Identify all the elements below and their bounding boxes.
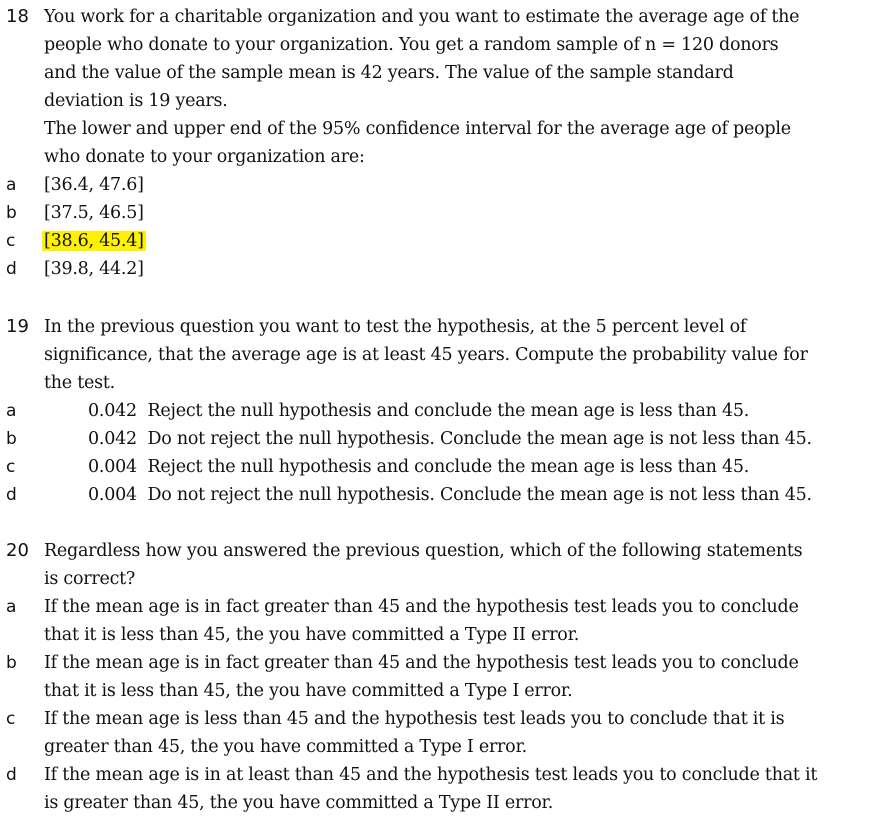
question-stem-line: people who donate to your organization. You get a random sample of n = 120 donors: [44, 35, 779, 55]
option-a-row: [88, 397, 749, 425]
option-letter: a: [6, 597, 17, 617]
option-b-row: [88, 425, 812, 453]
option-c-line: greater than 45, the you have committed a Type I error.: [44, 737, 527, 757]
option-b-text: [37.5, 46.5]: [44, 203, 144, 223]
question-stem-line: who donate to your organization are:: [44, 147, 365, 167]
option-d-line: is greater than 45, the you have committed a Type II error.: [44, 793, 554, 813]
question-number: 18: [6, 6, 29, 27]
p-value: 0.042: [88, 429, 137, 449]
option-text: Reject the null hypothesis and conclude the mean age is less than 45.: [147, 457, 750, 477]
option-b-line: that it is less than 45, the you have committed a Type I error.: [44, 681, 573, 701]
option-a-line: that it is less than 45, the you have committed a Type II error.: [44, 625, 580, 645]
option-letter: b: [6, 429, 17, 449]
question-stem-line: You work for a charitable organization and you want to estimate the average age of the: [44, 7, 800, 27]
question-stem-line: is correct?: [44, 569, 136, 589]
option-c-highlight: [44, 227, 146, 255]
p-value: 0.004: [88, 457, 137, 477]
question-stem-line: deviation is 19 years.: [44, 91, 228, 111]
option-d-line: If the mean age is in at least than 45 and the hypothesis test leads you to conclude that it: [44, 765, 818, 785]
question-stem-line: In the previous question you want to test the hypothesis, at the 5 percent level of: [44, 317, 747, 337]
option-letter: c: [6, 457, 16, 477]
option-text: Do not reject the null hypothesis. Conclude the mean age is not less than 45.: [147, 429, 812, 449]
option-text: Reject the null hypothesis and conclude the mean age is less than 45.: [147, 401, 750, 421]
option-letter: a: [6, 175, 17, 195]
option-letter: a: [6, 401, 17, 421]
question-number: 20: [6, 540, 29, 561]
p-value: 0.042: [88, 401, 137, 421]
option-letter: d: [6, 485, 17, 505]
option-letter: d: [6, 259, 17, 279]
p-value: 0.004: [88, 485, 137, 505]
question-stem-line: and the value of the sample mean is 42 years. The value of the sample standard: [44, 63, 734, 83]
option-c-text: [38.6, 45.4]: [44, 231, 144, 251]
option-c-row: [88, 453, 749, 481]
option-a-line: If the mean age is in fact greater than 45 and the hypothesis test leads you to conclude: [44, 597, 799, 617]
option-d-text: [39.8, 44.2]: [44, 259, 144, 279]
question-stem-line: significance, that the average age is at least 45 years. Compute the probability value for: [44, 345, 808, 365]
option-letter: d: [6, 765, 17, 785]
option-letter: b: [6, 653, 17, 673]
question-number: 19: [6, 316, 29, 337]
question-stem-line: Regardless how you answered the previous question, which of the following statements: [44, 541, 803, 561]
option-letter: c: [6, 709, 16, 729]
option-letter: c: [6, 231, 16, 251]
option-a-text: [36.4, 47.6]: [44, 175, 144, 195]
option-text: Do not reject the null hypothesis. Conclude the mean age is not less than 45.: [147, 485, 812, 505]
question-stem-line: The lower and upper end of the 95% confidence interval for the average age of people: [44, 119, 791, 139]
option-c-line: If the mean age is less than 45 and the hypothesis test leads you to conclude that it is: [44, 709, 785, 729]
option-letter: b: [6, 203, 17, 223]
option-d-row: [88, 481, 812, 509]
option-b-line: If the mean age is in fact greater than 45 and the hypothesis test leads you to conclude: [44, 653, 799, 673]
question-stem-line: the test.: [44, 373, 115, 393]
